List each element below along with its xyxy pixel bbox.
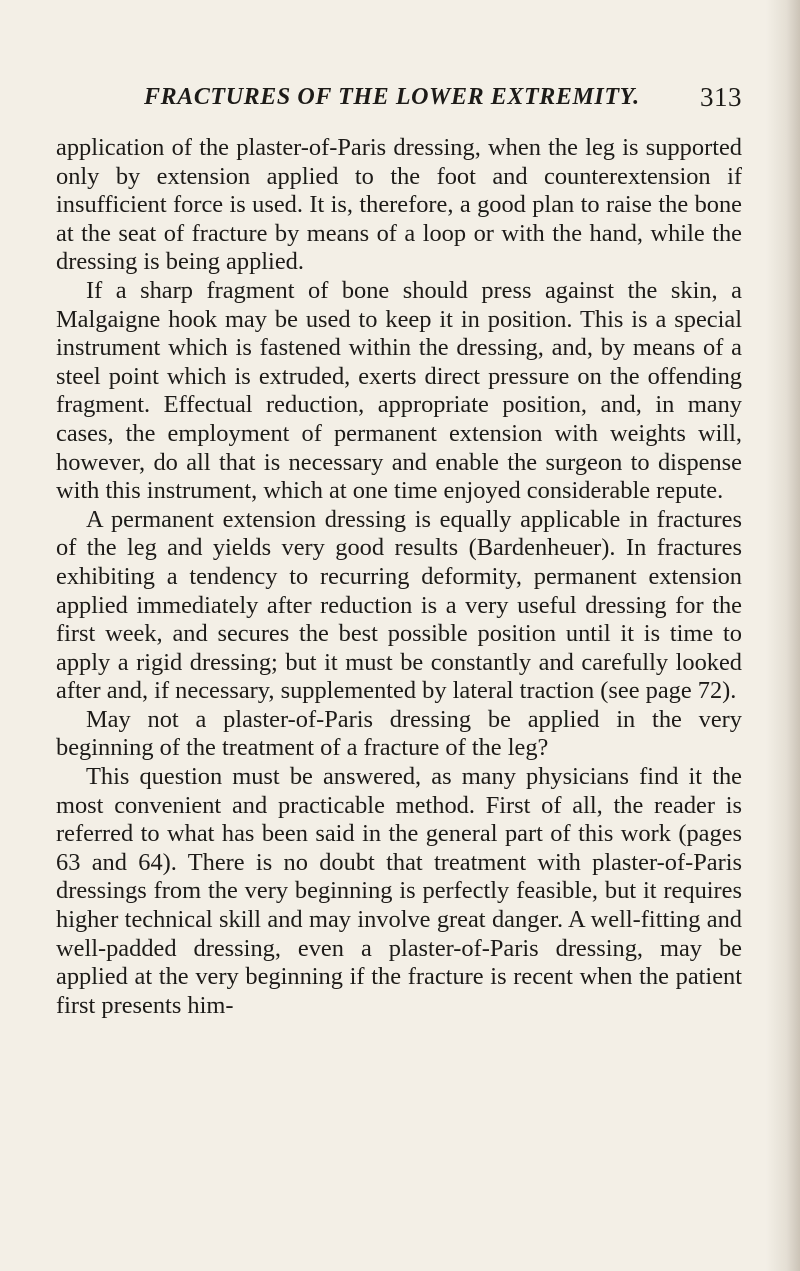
paragraph-1: application of the plaster-of-Paris dressing, when the leg is supported only by extension applied to the foot and counterextension if insufficient force is used. It is, therefore, a good plan to raise the bone at the seat of fracture by means of a loop or with the hand, while the dressing is being applied.: [56, 134, 742, 276]
paragraph-5: This question must be answered, as many physicians find it the most convenient and practicable method. First of all, the reader is referred to what has been said in the general part of this work (pages 63 and 64). There is no doubt that treatment with plaster-of-Paris dressings from the very beginning is perfectly feasible, but it requires higher technical skill and may involve great danger. A well-fitting and well-padded dressing, even a plaster-of-Paris dressing, may be applied at the very beginning if the fracture is recent when the patient first presents him-: [56, 763, 742, 1019]
paragraph-4: May not a plaster-of-Paris dressing be applied in the very beginning of the treatment of a fracture of the leg?: [56, 705, 742, 762]
running-title: FRACTURES OF THE LOWER EXTREMITY.: [144, 84, 640, 110]
page-edge-shadow: [766, 0, 800, 1271]
body-text: [56, 134, 742, 1020]
paragraph-3: A permanent extension dressing is equally applicable in fractures of the leg and yields very good results (Bardenheuer). In fractures exhibiting a tendency to recurring deformity, permanent extension applied immediately after reduction is a very useful dressing for the first week, and secures the best possible position until it is time to apply a rigid dressing; but it must be constantly and carefully looked after and, if necessary, supplemented by lateral traction (see page 72).: [56, 505, 742, 705]
paragraph-2: If a sharp fragment of bone should press against the skin, a Malgaigne hook may be used to keep it in position. This is a special instrument which is fastened within the dressing, and, by means of a steel point which is extruded, exerts direct pressure on the offending fragment. Effectual reduction, appropriate position, and, in many cases, the employment of permanent extension with weights will, however, do all that is necessary and enable the surgeon to dispense with this instrument, which at one time enjoyed considerable repute.: [56, 276, 742, 505]
running-head: [56, 84, 742, 120]
page-number: 313: [700, 82, 742, 112]
book-page: [56, 84, 742, 1020]
